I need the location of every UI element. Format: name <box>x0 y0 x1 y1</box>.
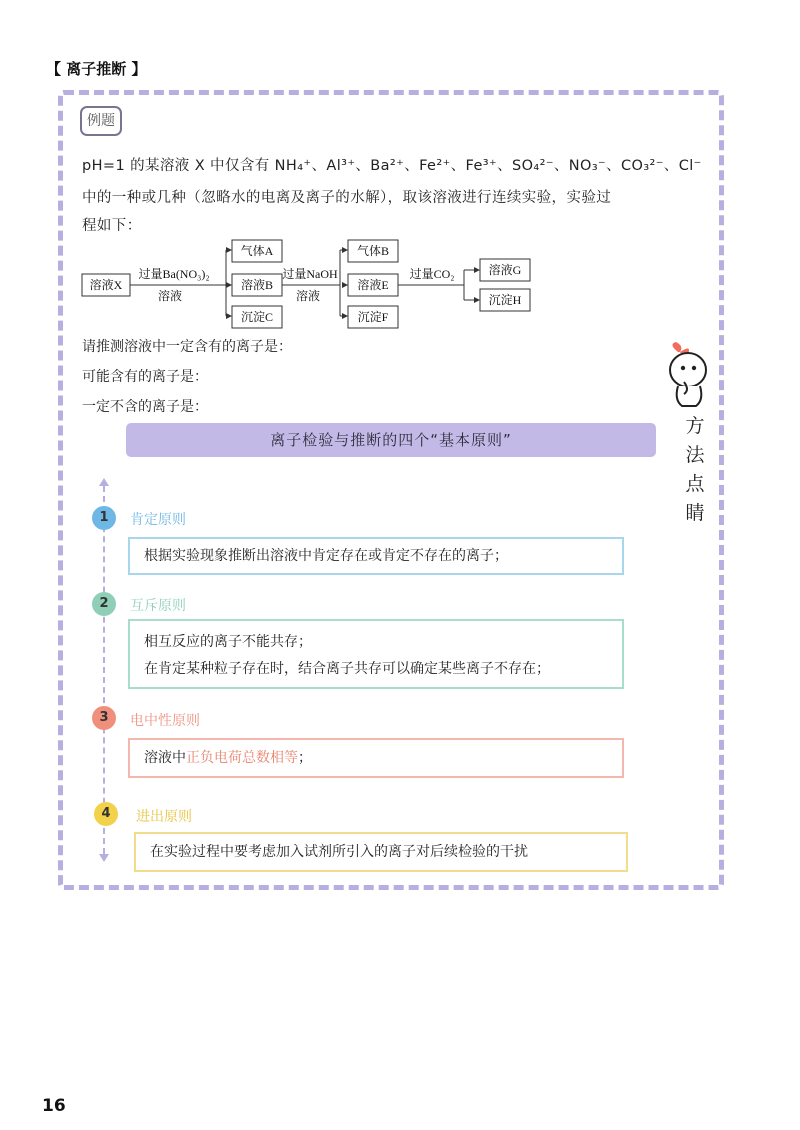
question-line-1 <box>82 154 702 175</box>
flow-reagent-2: 过量NaOH <box>282 267 338 281</box>
principle-4-title: 进出原则 <box>136 809 192 825</box>
principle-4-number: 4 <box>94 802 118 826</box>
timeline-arrow-down <box>99 854 109 862</box>
flow-precipitate-c: 沉淀C <box>240 310 274 324</box>
prompt-definitely-present: 请推测溶液中一定含有的离子是： <box>82 339 292 355</box>
flow-reagent-3: 过量CO₂ <box>409 267 455 281</box>
mascot-illustration <box>664 342 714 408</box>
flow-solution-b: 溶液B <box>240 278 274 292</box>
section-title: 【 离子推断 】 <box>46 60 147 78</box>
principle-3-title: 电中性原则 <box>130 713 200 729</box>
principle-3-box <box>128 738 624 778</box>
flow-precipitate-f: 沉淀F <box>357 310 389 324</box>
principle-2-text-line-1: 相互反应的离子不能共存； <box>144 634 312 650</box>
principle-3-text-suffix: ； <box>298 750 312 766</box>
prompt-definitely-absent: 一定不含的离子是： <box>82 399 208 415</box>
principle-4-text: 在实验过程中要考虑加入试剂所引入的离子对后续检验的干扰 <box>150 844 528 860</box>
principle-2-box <box>128 619 624 689</box>
principle-2-number: 2 <box>92 592 116 616</box>
principle-1-text: 根据实验现象推断出溶液中肯定存在或肯定不存在的离子； <box>144 548 508 564</box>
flow-solution-e: 溶液E <box>357 278 389 292</box>
timeline-arrow-up <box>99 478 109 486</box>
flow-reagent-1-note: 溶液 <box>157 289 183 303</box>
principle-1-title: 肯定原则 <box>130 512 186 528</box>
method-char: 睛 <box>685 502 705 524</box>
principle-3-number: 3 <box>92 706 116 730</box>
flow-gas-b: 气体B <box>356 244 390 258</box>
page-number: 16 <box>42 1096 66 1116</box>
method-char: 法 <box>685 444 705 466</box>
method-title <box>680 412 710 528</box>
experiment-flowchart <box>78 238 548 332</box>
principle-1-number: 1 <box>92 506 116 530</box>
flow-solution-g: 溶液G <box>488 263 522 277</box>
question-line-2: 中的一种或几种（忽略水的电离及离子的水解），取该溶液进行连续实验，实验过 <box>82 190 612 206</box>
method-char: 点 <box>685 473 705 495</box>
flow-reagent-1: 过量Ba(NO₃)₂ <box>138 267 210 281</box>
timeline-line <box>103 486 108 854</box>
flow-gas-a: 气体A <box>240 244 274 258</box>
principle-4-box <box>134 832 628 872</box>
principle-2-text-line-2: 在肯定某种粒子存在时，结合离子共存可以确定某些离子不存在； <box>144 661 550 677</box>
example-label: 例题 <box>80 106 122 136</box>
principles-banner: 离子检验与推断的四个“基本原则” <box>126 423 656 457</box>
flow-start: 溶液X <box>89 278 123 292</box>
question-ions: NH₄⁺、Al³⁺、Ba²⁺、Fe²⁺、Fe³⁺、SO₄²⁻、NO₃⁻、CO₃²⁻、Cl⁻ <box>274 158 702 174</box>
prompt-possibly-present: 可能含有的离子是： <box>82 369 208 385</box>
flow-precipitate-h: 沉淀H <box>488 293 522 307</box>
principle-1-box <box>128 537 624 575</box>
question-line-3: 程如下： <box>82 218 142 234</box>
principle-3-text-prefix: 溶液中 <box>144 750 186 766</box>
principle-3-text-highlight: 正负电荷总数相等 <box>186 750 298 766</box>
flow-reagent-2-note: 溶液 <box>295 289 321 303</box>
method-char: 方 <box>685 415 705 437</box>
question-prefix: pH=1 的某溶液 X 中仅含有 <box>82 158 270 174</box>
principle-2-title: 互斥原则 <box>130 598 186 614</box>
